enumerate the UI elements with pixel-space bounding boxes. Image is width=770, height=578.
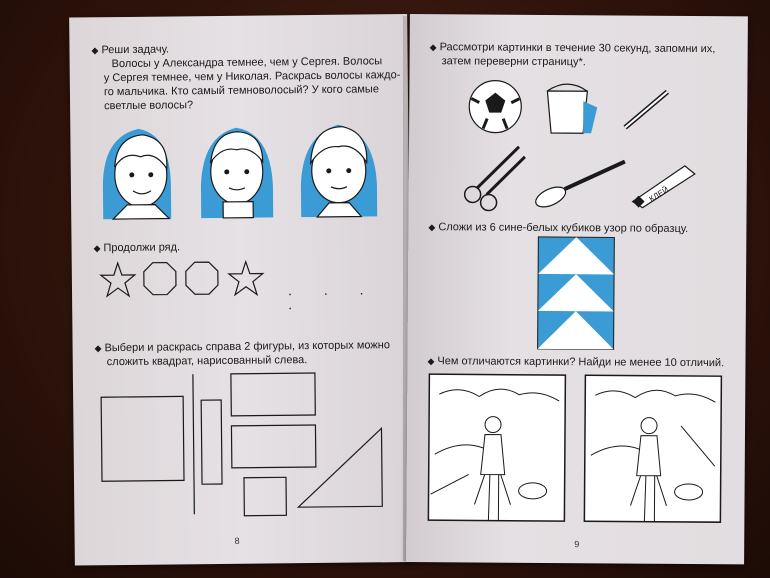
- shape-sequence: [100, 259, 280, 301]
- left-page: [69, 14, 413, 566]
- cube-pattern: [538, 237, 615, 350]
- target-square: [101, 396, 184, 481]
- shape-triangle: [297, 428, 382, 507]
- spoon-icon: [533, 161, 625, 212]
- bucket-icon: [547, 84, 597, 133]
- bullet-icon: ◆: [427, 356, 435, 367]
- difference-pictures: [428, 374, 729, 526]
- task1-line-3: го мальчика. Кто самый темноволосый? У кого самые: [103, 83, 379, 99]
- bullet-icon: ◆: [429, 42, 437, 53]
- rtask3-title: ◆ Чем отличаются картинки? Найди не менее 10 отличий.: [427, 355, 725, 370]
- bullet-icon: ◆: [93, 243, 101, 254]
- star-icon: [101, 263, 135, 296]
- picture-right: [584, 375, 721, 522]
- rtask2-title: ◆ Сложи из 6 сине-белых кубиков узор по образцу.: [428, 221, 689, 235]
- divider: [193, 374, 194, 514]
- scissors-icon: [465, 146, 525, 210]
- shape-puzzle: [101, 372, 393, 525]
- bullet-icon: ◆: [94, 343, 102, 354]
- shape-rect-top: [231, 373, 315, 416]
- page-number-right: 9: [574, 539, 580, 550]
- rtask1-line-1: ◆ Рассмотри картинки в течение 30 секунд, запомни их,: [429, 41, 716, 56]
- task3-line-2: сложить квадрат, нарисованный слева.: [106, 354, 308, 369]
- task1-title: ◆ Реши задачу.: [91, 43, 170, 57]
- page-number-left: 8: [234, 535, 240, 546]
- rtask1-line-2: затем переверни страницу*.: [441, 55, 586, 69]
- task3-line-1: ◆ Выбери и раскрась справа 2 фигуры, из которых можно: [94, 339, 390, 355]
- boy-sergey: [200, 127, 273, 218]
- boy-nikolay: [300, 124, 377, 217]
- glue-label: КЛЕЙ: [647, 184, 671, 204]
- bullet-icon: ◆: [428, 222, 436, 233]
- pen-icon: [625, 92, 667, 128]
- bullet-icon: ◆: [91, 45, 99, 56]
- task1-line-2: у Сергея темнее, чем у Николая. Раскрась волосы каждо-: [103, 69, 401, 85]
- shape-strip: [201, 400, 222, 484]
- task1-line-4: светлые волосы?: [104, 99, 194, 113]
- boys-illustration: [98, 114, 399, 222]
- ball-icon: [469, 80, 521, 132]
- continuation-dots: . . . .: [287, 281, 378, 313]
- octagon-icon: [186, 262, 218, 294]
- shape-rect-mid: [231, 425, 315, 468]
- right-page: [406, 14, 748, 564]
- boy-alexander: [102, 129, 171, 220]
- shape-small-square: [244, 477, 286, 515]
- octagon-icon: [144, 262, 176, 294]
- task1-line-1: Волосы у Александра темнее, чем у Сергея. Волосы: [111, 55, 383, 71]
- picture-left: [428, 374, 565, 521]
- star-icon: [229, 262, 263, 295]
- task2-title: ◆ Продолжи ряд.: [93, 241, 181, 255]
